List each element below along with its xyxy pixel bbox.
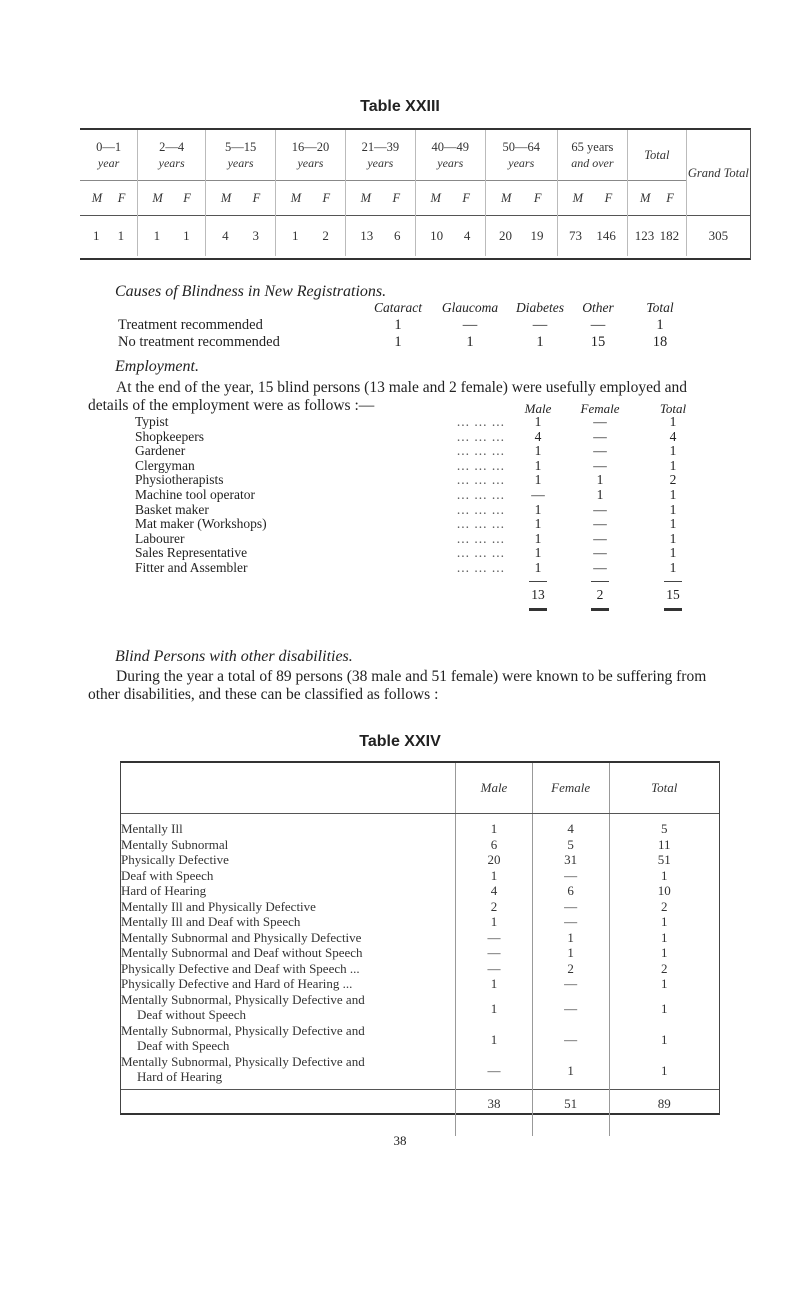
t24-label-line: Mentally Subnormal, Physically Defective and	[121, 991, 365, 1007]
employment-value: 1	[534, 501, 542, 517]
causes-col-header: Total	[646, 300, 674, 315]
t24-label-line: Deaf without Speech	[137, 1007, 247, 1022]
t23-grand-total-header: Grand Total	[686, 130, 750, 216]
t23-col-header	[557, 130, 627, 181]
employment-value: 1	[596, 486, 604, 502]
t23-mf-cell	[485, 181, 557, 216]
m-value: 73	[568, 228, 582, 243]
t24-label-line: Mentally Subnormal and Physically Defective	[121, 929, 362, 945]
t24-value: 1	[490, 976, 498, 991]
t23-col-range: 2—4	[159, 140, 185, 154]
rule-line	[529, 581, 547, 582]
employment-col-header: Male	[524, 401, 552, 416]
t24-label-line: Mentally Subnormal, Physically Defective and	[121, 1053, 365, 1069]
rule-line	[664, 608, 682, 611]
causes-row	[118, 317, 690, 334]
t23-value-cell	[206, 216, 276, 257]
employment-value: 1	[669, 516, 677, 532]
leader-dots: ... ... ...	[456, 486, 505, 502]
disabilities-intro: During the year a total of 89 persons (38 male and 51 female) were known to be suffering from other disabilities, and these can be classified as follows :	[88, 668, 707, 703]
t24-total-value: 51	[532, 1089, 609, 1136]
t23-col-unit: and over	[571, 156, 614, 170]
employment-value: 1	[534, 545, 542, 561]
t24-value: 2	[661, 898, 668, 914]
employment-value: 1	[534, 457, 542, 473]
employment-row-label: Mat maker (Workshops)	[135, 516, 267, 532]
causes-value: 1	[656, 317, 664, 333]
t23-col-range: 50—64	[502, 140, 541, 154]
t23-mf-cell	[628, 181, 687, 216]
t23-value-cell	[415, 216, 485, 257]
t24-value-col	[532, 814, 609, 1090]
rule-line	[664, 581, 682, 582]
f-value: 3	[252, 228, 260, 243]
t24-col-header: Male	[456, 763, 533, 814]
t24-value: 1	[490, 914, 498, 929]
employment-value: —	[593, 545, 607, 561]
t23-mf-cell	[138, 181, 206, 216]
t24-value: 1	[661, 976, 668, 991]
employment-total-value: 15	[666, 586, 680, 602]
employment-value: 1	[669, 545, 677, 561]
causes-col-header: Diabetes	[516, 300, 564, 315]
employment-value: 1	[669, 457, 677, 473]
f-label: F	[462, 190, 471, 205]
t24-row-label	[121, 961, 455, 977]
f-value: 19	[530, 228, 544, 243]
m-value: 10	[430, 228, 444, 243]
t23-mf-cell	[557, 181, 627, 216]
employment-value: 1	[534, 472, 542, 488]
f-label: F	[117, 190, 126, 205]
employment-intro: At the end of the year, 15 blind persons (13 male and 2 female) were usefully employed and details of the employment were as follows :—	[88, 379, 687, 414]
employment-row-label: Sales Representative	[135, 545, 248, 561]
t24-value: —	[564, 1001, 578, 1016]
t23-col-unit: year	[97, 156, 120, 170]
employment-row-label: Gardener	[135, 443, 186, 459]
causes-col-header: Other	[582, 300, 614, 315]
m-label: M	[91, 190, 103, 205]
employment-value: —	[593, 428, 607, 444]
t23-grand-total-value: 305	[686, 216, 750, 257]
t24-label-line: Physically Defective and Hard of Hearing ...	[121, 976, 353, 991]
t24-value: 1	[661, 867, 668, 883]
t23-col-header	[80, 130, 138, 181]
t24-value: 4	[490, 883, 498, 898]
t24-value: —	[564, 976, 578, 991]
leader-dots: ... ... ...	[456, 457, 505, 473]
f-label: F	[533, 190, 542, 205]
t24-value: —	[487, 929, 501, 945]
t24-value: 1	[490, 1032, 498, 1047]
employment-row-label: Shopkeepers	[135, 428, 204, 444]
t24-value: 2	[490, 898, 498, 914]
leader-dots: ... ... ...	[456, 545, 505, 561]
causes-value: 1	[466, 334, 474, 350]
table-23	[80, 128, 751, 260]
f-label: F	[322, 190, 331, 205]
t24-value: 1	[661, 1063, 668, 1078]
f-value: 4	[463, 228, 471, 243]
rule-line	[591, 608, 609, 611]
t24-value: 31	[564, 852, 578, 867]
t23-col-unit: years	[297, 156, 324, 170]
t24-label-line: Mentally Subnormal, Physically Defective and	[121, 1022, 365, 1038]
m-value: 20	[499, 228, 512, 243]
t24-label-line: Physically Defective	[121, 852, 229, 867]
employment-row	[135, 561, 695, 576]
t24-value: —	[564, 914, 578, 929]
employment-value: 1	[534, 414, 542, 429]
f-value: 6	[393, 228, 401, 243]
leader-dots: ... ... ...	[456, 559, 505, 575]
t24-row-label	[121, 930, 455, 946]
t23-col-header	[345, 130, 415, 181]
t23-col-header	[206, 130, 276, 181]
leader-dots: ... ... ...	[456, 530, 505, 546]
employment-row	[135, 444, 695, 459]
m-label: M	[290, 190, 302, 205]
t24-row-label	[121, 976, 455, 992]
t24-value: 1	[567, 929, 574, 945]
employment-value: 1	[596, 472, 604, 488]
employment-value: 1	[669, 443, 677, 459]
t24-row-label	[121, 1023, 455, 1054]
m-value: 1	[153, 228, 161, 243]
employment-row	[135, 503, 695, 518]
t24-value: 1	[661, 1032, 668, 1047]
employment-row-label: Physiotherapists	[135, 472, 224, 488]
causes-row-label: Treatment recommended	[118, 317, 263, 333]
employment-heading: Employment.	[115, 358, 199, 375]
employment-row	[135, 473, 695, 488]
t24-row-label	[121, 992, 455, 1023]
t24-labels	[121, 814, 456, 1090]
t23-col-range: 21—39	[361, 140, 400, 154]
employment-total-rule	[135, 576, 695, 586]
t23-col-range: Total	[644, 148, 670, 162]
causes-value: —	[590, 317, 606, 333]
t24-row-label	[121, 852, 455, 868]
employment-row	[135, 415, 695, 430]
t23-value-cell	[138, 216, 206, 257]
t23-col-range: 65 years	[571, 140, 614, 154]
t24-row-label	[121, 868, 455, 884]
t23-col-unit: years	[227, 156, 254, 170]
employment-row	[135, 532, 695, 547]
employment-row	[135, 517, 695, 532]
t24-value: 1	[661, 945, 668, 960]
t24-blank-header	[121, 763, 456, 814]
causes-value: 1	[536, 334, 544, 350]
t24-label-line: Hard of Hearing	[121, 883, 207, 898]
table-24-title: Table XXIV	[359, 733, 441, 750]
leader-dots: ... ... ...	[456, 501, 505, 517]
causes-value: 15	[590, 334, 606, 350]
causes-row-label: No treatment recommended	[118, 334, 280, 350]
f-value: 146	[596, 228, 616, 243]
employment-row	[135, 546, 695, 561]
leader-dots: ... ... ...	[456, 516, 505, 532]
employment-value: 1	[669, 414, 677, 429]
f-label: F	[604, 190, 613, 205]
rule-line	[591, 581, 609, 582]
t24-row-label	[121, 914, 455, 930]
employment-table	[135, 401, 695, 612]
t24-value: 1	[567, 1063, 574, 1078]
t24-value: 10	[657, 883, 671, 898]
causes-value: —	[532, 317, 548, 333]
f-label: F	[252, 190, 261, 205]
disabilities-heading: Blind Persons with other disabilities.	[115, 648, 353, 665]
employment-value: —	[593, 457, 607, 473]
causes-value: 1	[394, 317, 402, 333]
page-number: 38	[393, 1133, 407, 1148]
employment-value: —	[593, 530, 607, 546]
m-label: M	[572, 190, 583, 205]
f-label: F	[183, 190, 191, 205]
t23-mf-cell	[80, 181, 138, 216]
t23-value-cell	[345, 216, 415, 257]
t24-value-col	[609, 814, 719, 1090]
m-label: M	[500, 190, 512, 205]
rule-line	[529, 608, 547, 611]
employment-value: —	[593, 516, 607, 532]
t23-col-range: 40—49	[431, 140, 470, 154]
employment-value: 1	[534, 530, 542, 546]
t24-value: 6	[490, 836, 498, 852]
employment-value: —	[593, 559, 607, 575]
employment-row-label: Labourer	[135, 530, 185, 546]
f-label: F	[666, 190, 674, 205]
employment-col-header: Total	[659, 401, 687, 416]
t24-label-line: Mentally Ill and Physically Defective	[121, 898, 316, 914]
t24-value: —	[564, 1032, 578, 1047]
t23-col-unit: years	[158, 156, 185, 170]
leader-dots: ... ... ...	[456, 414, 505, 429]
employment-row-label: Fitter and Assembler	[135, 559, 248, 575]
t24-total-blank	[121, 1089, 456, 1136]
t24-value: 1	[490, 821, 498, 836]
t23-col-range: 0—1	[96, 140, 122, 154]
employment-value: 1	[669, 486, 677, 502]
employment-value: 1	[669, 501, 677, 517]
t24-value: 1	[567, 945, 574, 960]
employment-value: —	[593, 414, 607, 429]
t24-value: 4	[567, 821, 574, 836]
f-value: 182	[659, 228, 680, 243]
causes-value: —	[462, 317, 478, 333]
t23-col-unit: years	[367, 156, 394, 170]
table-24	[120, 761, 720, 1115]
t23-col-range: 5—15	[224, 140, 257, 154]
t23-mf-cell	[206, 181, 276, 216]
employment-value: 1	[534, 443, 542, 459]
t24-row-label	[121, 1054, 455, 1085]
t24-row-label	[121, 883, 455, 899]
leader-dots: ... ... ...	[456, 472, 505, 488]
t23-col-unit: years	[437, 156, 464, 170]
m-value: 1	[291, 228, 299, 243]
t24-value-col	[456, 814, 533, 1090]
t24-col-header: Total	[609, 763, 719, 814]
t24-value: 1	[661, 929, 668, 945]
m-label: M	[639, 190, 651, 205]
t24-value: —	[564, 867, 578, 883]
t23-value-cell	[276, 216, 346, 257]
t24-value: 6	[567, 883, 574, 898]
employment-col-header: Female	[580, 401, 620, 416]
employment-value: 1	[669, 530, 677, 546]
t24-value: —	[564, 898, 578, 914]
t23-value-cell	[628, 216, 687, 257]
t24-label-line: Physically Defective and Deaf with Speech ...	[121, 960, 360, 976]
t24-label-line: Mentally Ill and Deaf with Speech	[121, 914, 301, 929]
employment-row-label: Clergyman	[135, 457, 195, 473]
t24-value: 51	[657, 852, 671, 867]
t23-col-range: 16—20	[291, 140, 330, 154]
t24-row-label	[121, 945, 455, 961]
t23-mf-cell	[415, 181, 485, 216]
causes-col-header: Cataract	[373, 300, 422, 315]
t23-mf-cell	[276, 181, 346, 216]
m-value: 4	[222, 228, 229, 243]
f-value: 1	[183, 228, 190, 243]
t24-label-line: Deaf with Speech	[121, 867, 214, 883]
t23-value-cell	[557, 216, 627, 257]
m-value: 13	[360, 228, 374, 243]
t24-row-label	[121, 899, 455, 915]
t23-value-cell	[485, 216, 557, 257]
t24-row-label	[121, 821, 455, 837]
employment-row	[135, 459, 695, 474]
employment-total-value: 13	[531, 586, 545, 602]
t24-total-value: 38	[456, 1089, 533, 1136]
employment-totals	[135, 586, 695, 604]
employment-row	[135, 488, 695, 503]
t24-value: 5	[661, 821, 668, 836]
employment-total-value: 2	[596, 586, 604, 602]
t23-col-header	[276, 130, 346, 181]
employment-value: 1	[534, 516, 542, 532]
t24-value: 1	[661, 914, 668, 929]
causes-col-header: Glaucoma	[441, 300, 499, 315]
t24-value: —	[487, 960, 501, 976]
t23-col-header	[138, 130, 206, 181]
t24-value: 20	[487, 852, 501, 867]
t24-value: 2	[661, 960, 668, 976]
employment-value: 4	[534, 428, 542, 444]
m-value: 1	[93, 228, 100, 243]
m-label: M	[152, 190, 163, 205]
t23-col-header	[485, 130, 557, 181]
employment-value: —	[531, 486, 545, 502]
t23-value-cell	[80, 216, 138, 257]
causes-table	[118, 300, 690, 351]
employment-row-label: Machine tool operator	[135, 486, 255, 502]
employment-total-underline	[135, 604, 695, 612]
t24-value: 1	[661, 1001, 668, 1016]
leader-dots: ... ... ...	[456, 443, 505, 459]
t24-total-value: 89	[609, 1089, 719, 1136]
t24-label-line: Mentally Subnormal	[121, 836, 229, 852]
employment-value: 2	[669, 472, 677, 488]
leader-dots: ... ... ...	[456, 428, 505, 444]
t23-col-unit: years	[508, 156, 535, 170]
t24-value: —	[487, 945, 501, 960]
employment-row-label: Typist	[135, 414, 169, 429]
t23-mf-cell	[345, 181, 415, 216]
f-value: 2	[322, 228, 329, 243]
causes-value: 18	[652, 334, 668, 350]
t24-value: 2	[567, 960, 574, 976]
employment-row	[135, 430, 695, 445]
m-label: M	[360, 190, 372, 205]
t24-value: 1	[490, 867, 498, 883]
employment-row-label: Basket maker	[135, 501, 209, 517]
t24-col-header: Female	[532, 763, 609, 814]
m-label: M	[430, 190, 441, 205]
employment-value: —	[593, 443, 607, 459]
employment-value: 1	[669, 559, 677, 575]
employment-value: —	[593, 501, 607, 517]
m-label: M	[220, 190, 232, 205]
employment-value: 1	[534, 559, 542, 575]
t24-label-line: Hard of Hearing	[137, 1069, 223, 1084]
f-label: F	[392, 190, 401, 205]
t24-value: 1	[490, 1001, 498, 1016]
causes-value: 1	[394, 334, 402, 350]
t24-label-line: Mentally Subnormal and Deaf without Speech	[121, 945, 363, 960]
t24-label-line: Mentally Ill	[121, 821, 183, 836]
f-value: 1	[117, 228, 125, 243]
t24-value: —	[487, 1063, 501, 1078]
t24-label-line: Deaf with Speech	[137, 1038, 230, 1053]
t23-col-header	[628, 130, 687, 181]
employment-value: 4	[669, 428, 677, 444]
m-value: 123	[634, 228, 655, 243]
causes-heading: Causes of Blindness in New Registrations.	[115, 283, 387, 300]
t24-value: 11	[658, 836, 671, 852]
t24-row-label	[121, 837, 455, 853]
t24-value: 5	[567, 836, 574, 852]
table-23-title: Table XXIII	[360, 98, 440, 115]
t23-col-header	[415, 130, 485, 181]
causes-row	[118, 334, 690, 351]
